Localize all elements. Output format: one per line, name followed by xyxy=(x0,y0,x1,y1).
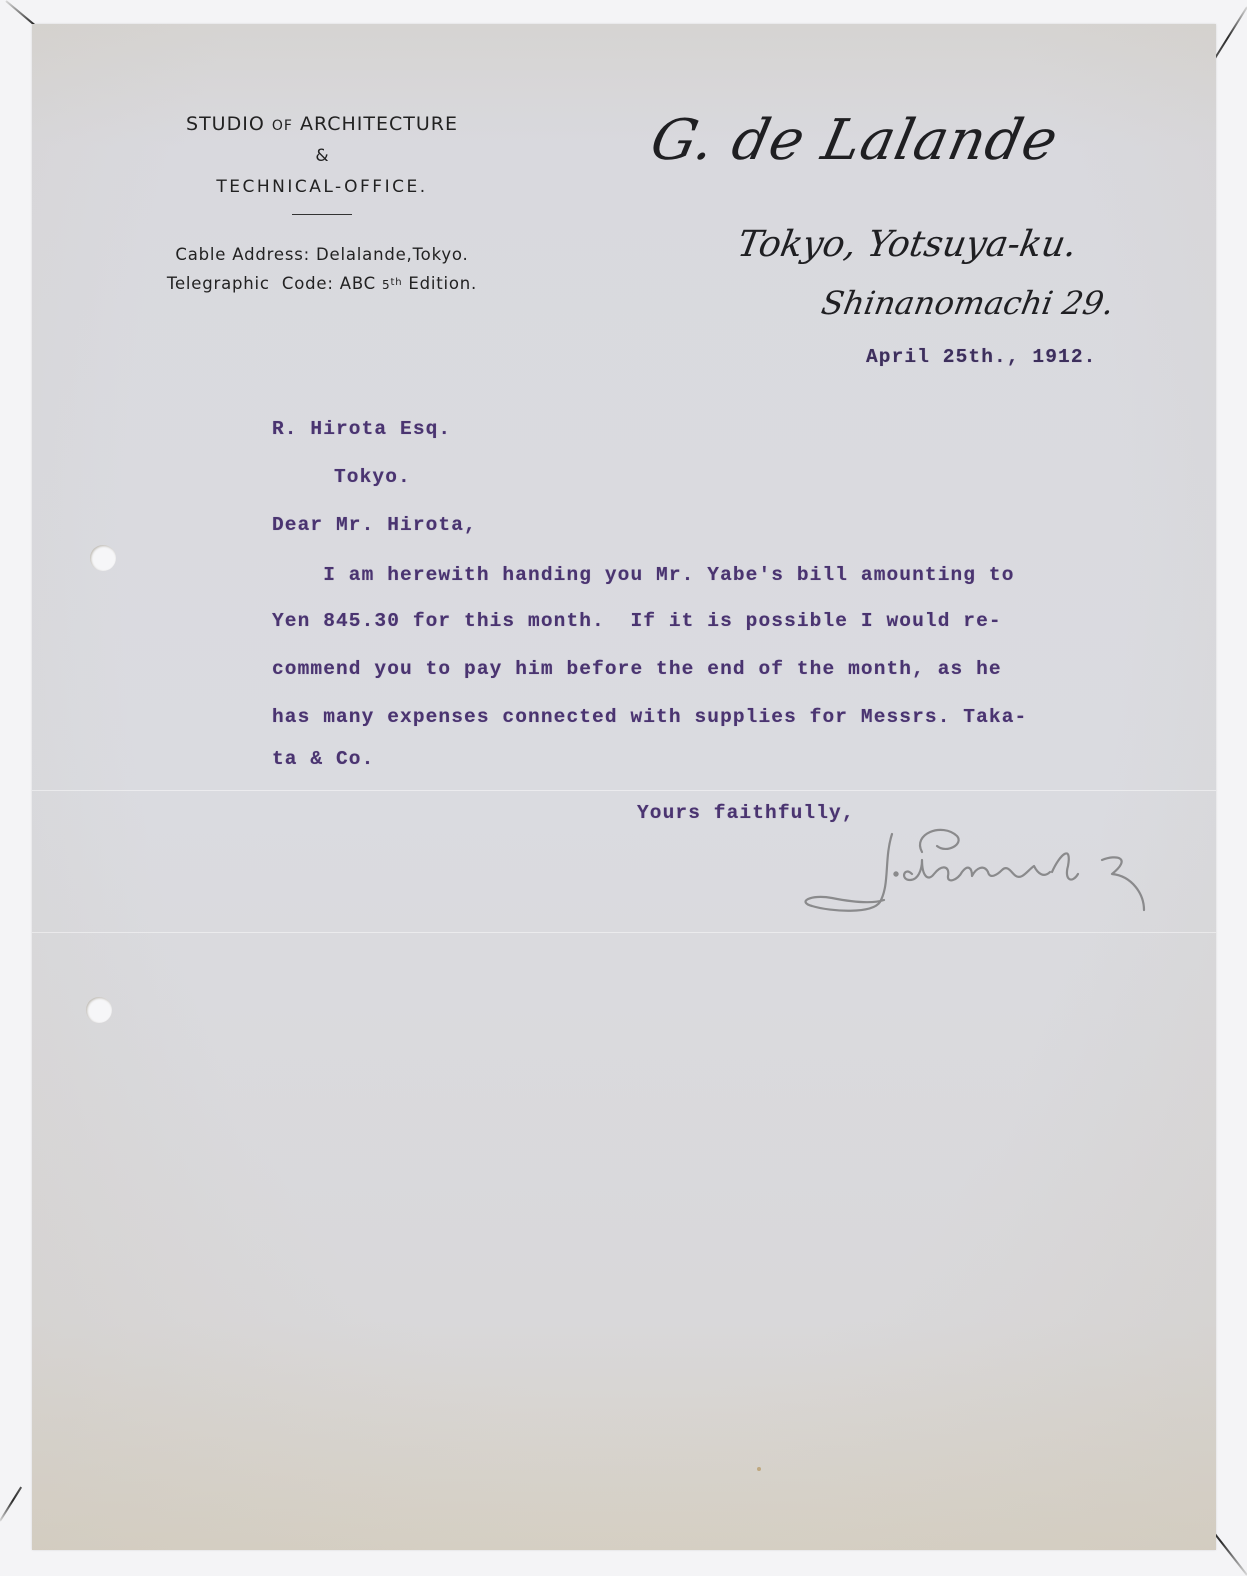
address-line-2: Shinanomachi 29. xyxy=(818,284,1117,322)
fold-line xyxy=(32,932,1216,933)
studio-title xyxy=(122,112,522,138)
body-line: Yen 845.30 for this month. If it is possible I would re- xyxy=(272,610,1002,632)
body-line: commend you to pay him before the end of the month, as he xyxy=(272,658,1002,680)
body-line: I am herewith handing you Mr. Yabe's bill amounting to xyxy=(272,564,1015,586)
letter-date: April 25th., 1912. xyxy=(866,346,1097,368)
letter-page xyxy=(32,24,1216,1550)
handwritten-signature xyxy=(772,814,1152,914)
studio-ampersand: & xyxy=(315,146,329,166)
punch-hole-upper xyxy=(90,545,116,571)
studio-of: OF xyxy=(271,118,293,134)
studio-architecture: ARCHITECTURE xyxy=(299,113,458,135)
address-line-1: Tokyo, Yotsuya-ku. xyxy=(734,224,1081,265)
cable-address: Cable Address: Delalande,Tokyo. xyxy=(175,245,469,264)
studio-letterhead xyxy=(122,112,522,299)
technical-office: TECHNICAL-OFFICE. xyxy=(216,177,428,197)
telegraphic-code xyxy=(122,269,522,299)
punch-hole-lower xyxy=(86,997,112,1023)
body-line: has many expenses connected with supplies for Messrs. Taka- xyxy=(272,706,1028,728)
brand-name: G. de Lalande xyxy=(645,108,1064,173)
salutation: Dear Mr. Hirota, xyxy=(272,514,477,536)
studio-word: STUDIO xyxy=(186,113,265,135)
pin-top-right xyxy=(1214,6,1247,58)
recipient-name: R. Hirota Esq. xyxy=(272,418,452,440)
edition-superscript: th xyxy=(390,277,403,288)
fold-line xyxy=(32,790,1216,791)
telegraphic-code-prefix: Telegraphic Code: ABC xyxy=(166,274,383,293)
pin-bottom-left xyxy=(0,1487,22,1522)
letterhead-divider xyxy=(292,214,352,215)
recipient-city: Tokyo. xyxy=(334,466,411,488)
paper-speck xyxy=(757,1467,761,1471)
body-line: ta & Co. xyxy=(272,748,375,770)
edition-number: 5 xyxy=(382,278,391,292)
closing: Yours faithfully, xyxy=(637,802,855,824)
telegraphic-code-suffix: Edition. xyxy=(402,274,478,293)
